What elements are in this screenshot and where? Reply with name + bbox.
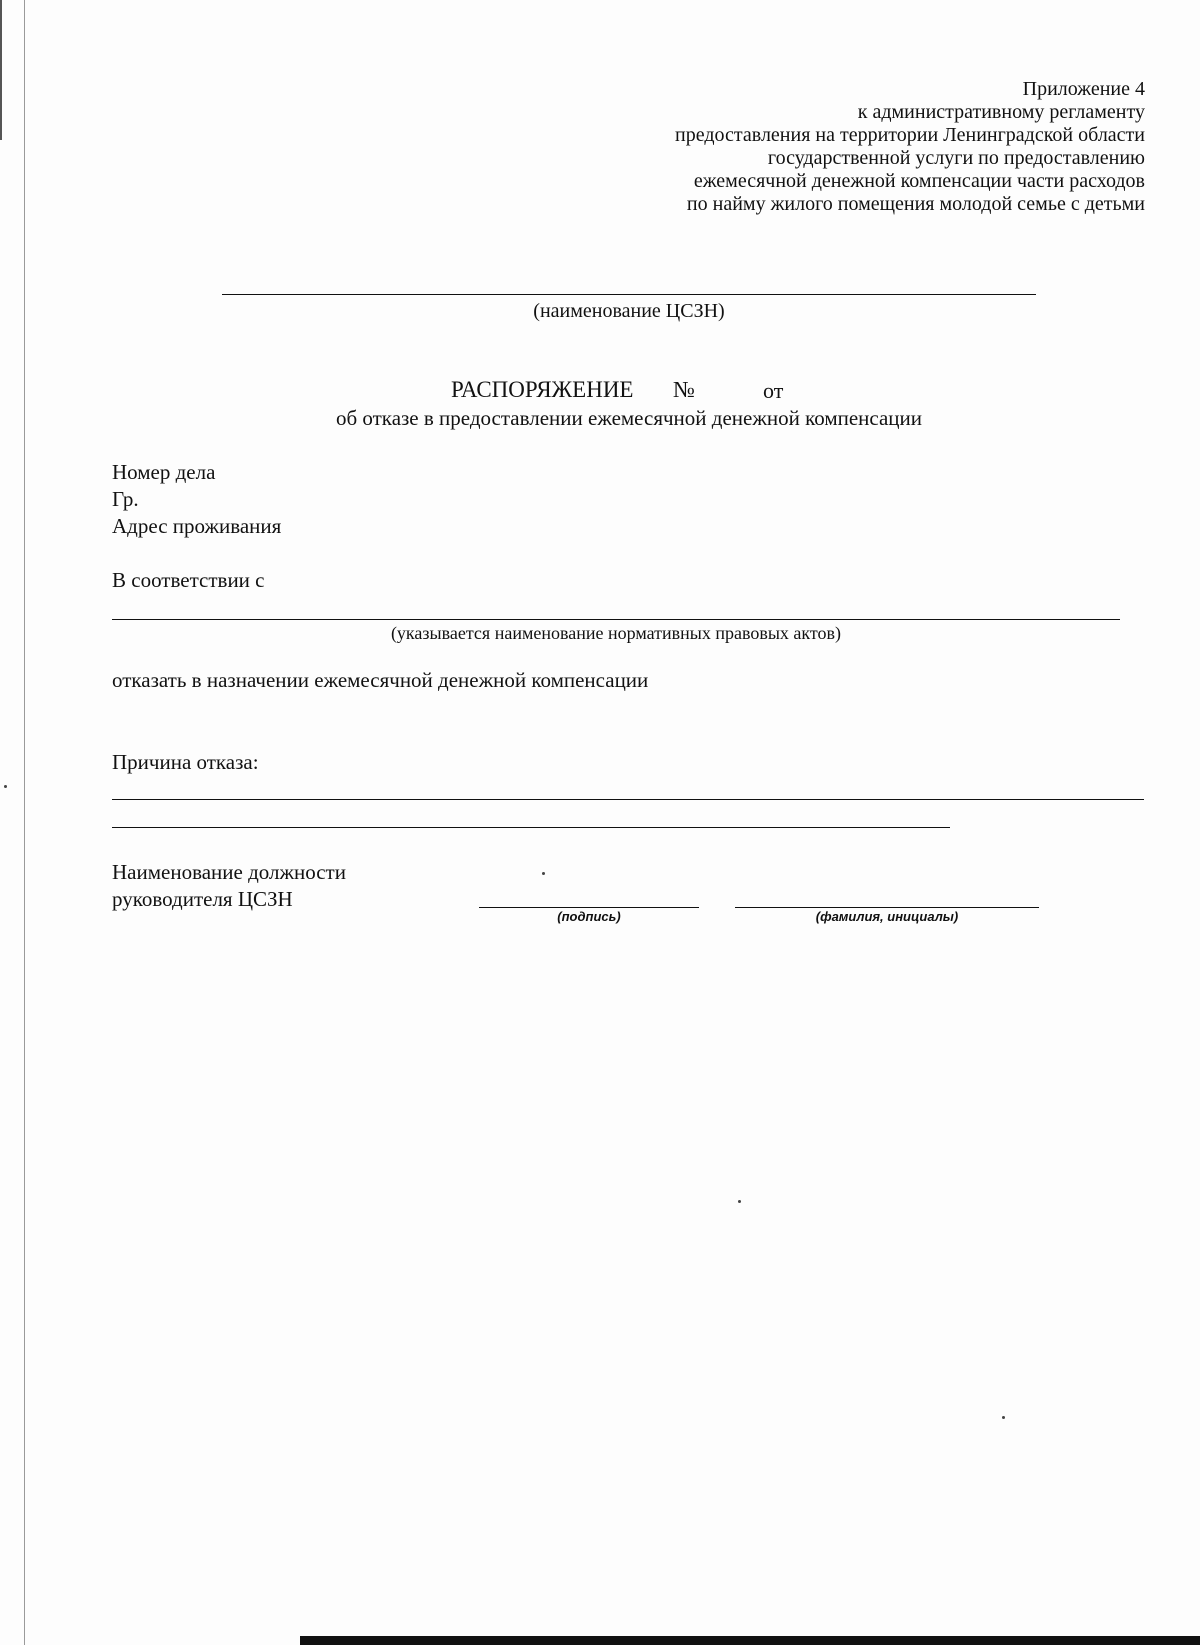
signature-caption: (подпись) <box>557 909 621 924</box>
appendix-header <box>675 78 1145 216</box>
decision-text: отказать в назначении ежемесячной денежной компенсации <box>112 668 649 692</box>
scan-speck <box>738 1200 741 1203</box>
reason-field-line-1[interactable] <box>112 799 1144 800</box>
appendix-line: к административному регламенту <box>857 101 1145 123</box>
scan-speck <box>1002 1416 1005 1419</box>
reason-label: Причина отказа: <box>112 750 259 774</box>
name-initials-field[interactable] <box>735 907 1039 908</box>
reason-field-line-2[interactable] <box>112 827 950 828</box>
scan-mark <box>0 0 2 140</box>
org-name-field[interactable] <box>222 294 1036 295</box>
scan-speck <box>542 872 545 875</box>
legal-acts-caption: (указывается наименование нормативных правовых актов) <box>390 623 842 643</box>
order-subtitle: об отказе в предоставлении ежемесячной денежной компенсации <box>335 406 923 430</box>
org-name-caption: (наименование ЦСЗН) <box>533 300 725 322</box>
legal-acts-field[interactable] <box>112 619 1120 620</box>
order-from-word: от <box>763 378 784 403</box>
scan-speck <box>4 785 7 788</box>
case-number-label: Номер дела <box>112 460 216 484</box>
appendix-line: ежемесячной денежной компенсации части расходов <box>693 170 1145 192</box>
name-initials-caption: (фамилия, инициалы) <box>815 909 959 924</box>
position-title-line-2: руководителя ЦСЗН <box>112 887 293 911</box>
according-label: В соответствии с <box>112 568 265 592</box>
position-title-line-1: Наименование должности <box>112 860 346 884</box>
address-label: Адрес проживания <box>112 514 282 538</box>
order-title: РАСПОРЯЖЕНИЕ <box>451 377 634 402</box>
citizen-label: Гр. <box>112 487 139 511</box>
signature-field[interactable] <box>479 907 699 908</box>
scan-edge-bottom <box>300 1636 1200 1645</box>
appendix-line: предоставления на территории Ленинградской области <box>675 124 1145 146</box>
appendix-line: Приложение 4 <box>1022 78 1145 100</box>
scan-edge-left <box>24 0 25 1645</box>
appendix-line: государственной услуги по предоставлению <box>767 147 1145 169</box>
order-number-sign: № <box>673 377 695 402</box>
appendix-line: по найму жилого помещения молодой семье с детьми <box>686 193 1145 215</box>
